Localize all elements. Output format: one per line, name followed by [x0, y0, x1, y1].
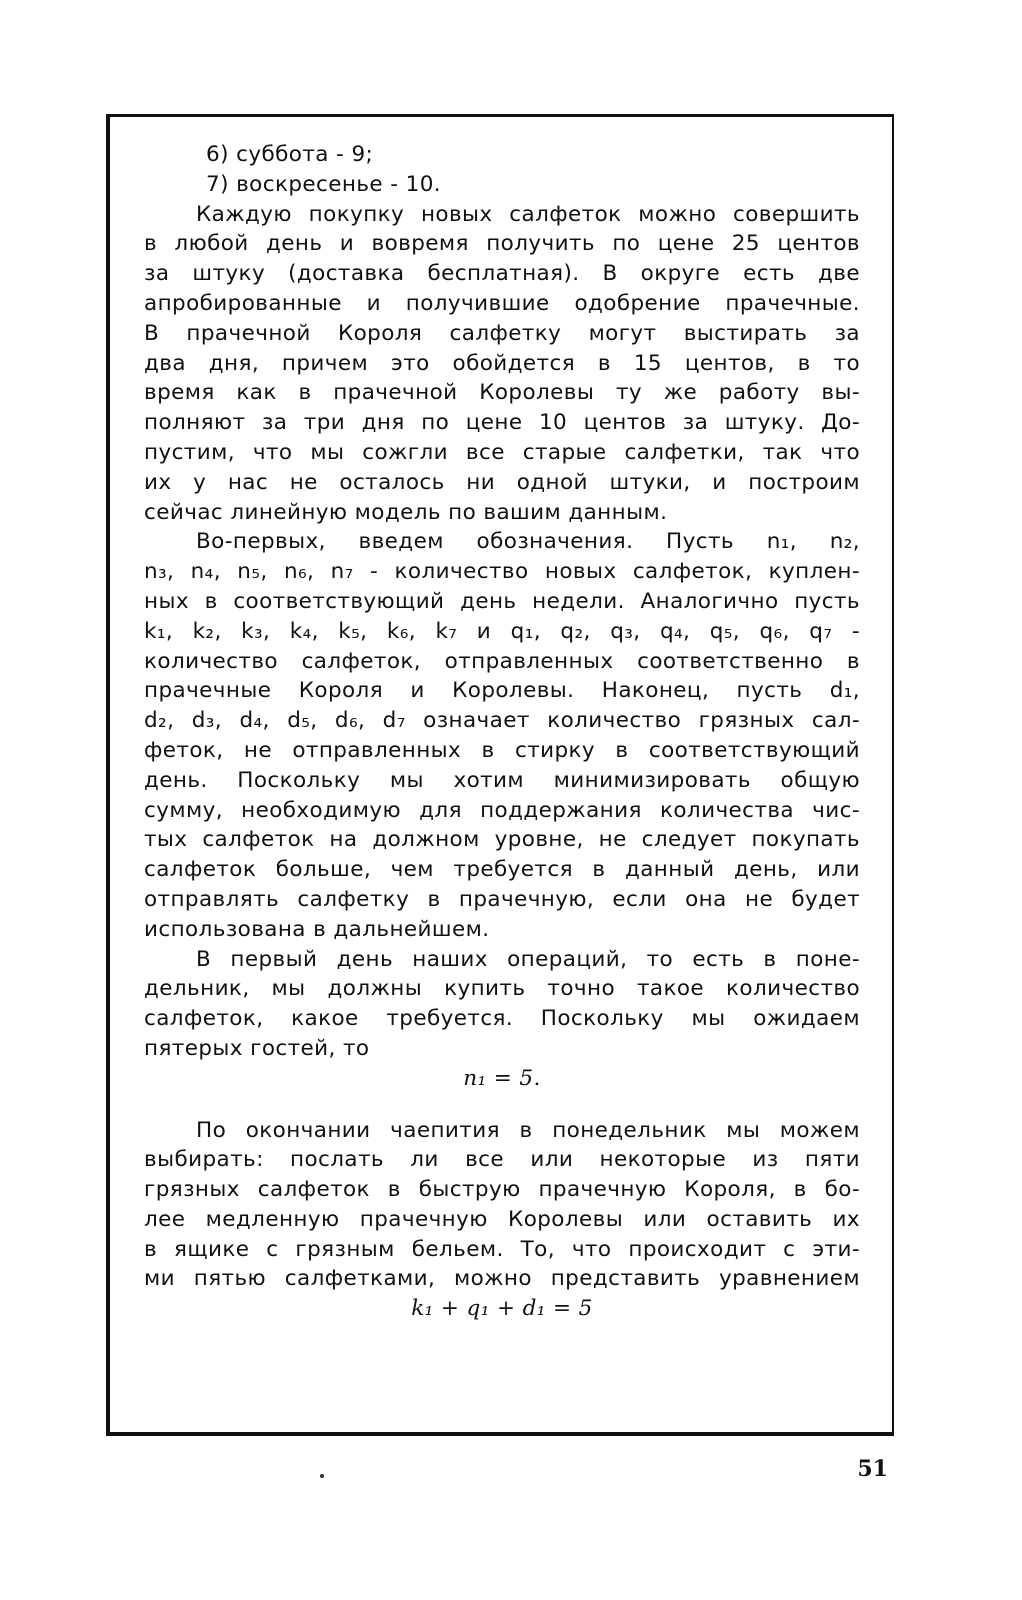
- paragraph-line: салфеток больше, чем требуется в данный день, или: [144, 857, 860, 883]
- page-body: [144, 140, 860, 1324]
- paragraph-line: полняют за три дня по цене 10 центов за штуку. До-: [144, 410, 860, 436]
- paragraph-line: в любой день и вовремя получить по цене 25 центов: [144, 231, 860, 257]
- paragraph-line: сумму, необходимую для поддержания количества чис-: [144, 797, 860, 823]
- paragraph-line: пятерых гостей, то: [144, 1035, 370, 1061]
- paragraph-line: прачечные Короля и Королевы. Наконец, пусть d₁,: [144, 678, 860, 704]
- paragraph-line: дельник, мы должны купить точно такое количество: [144, 976, 860, 1002]
- paragraph-line: Во-первых, введем обозначения. Пусть n₁, n₂,: [196, 529, 860, 555]
- paragraph-line: n₃, n₄, n₅, n₆, n₇ - количество новых салфеток, куплен-: [144, 559, 860, 585]
- page-number: 51: [857, 1456, 888, 1482]
- paragraph-line: отправлять салфетку в прачечную, если она не будет: [144, 886, 860, 912]
- paragraph-line: день. Поскольку мы хотим минимизировать общую: [144, 767, 860, 793]
- paragraph-line: пустим, что мы сожгли все старые салфетки, так что: [144, 439, 860, 465]
- paragraph-line: d₂, d₃, d₄, d₅, d₆, d₇ означает количество грязных сал-: [144, 708, 860, 734]
- paragraph-line: два дня, причем это обойдется в 15 центов, в то: [144, 350, 860, 376]
- paragraph-line: количество салфеток, отправленных соответственно в: [144, 648, 860, 674]
- paragraph-4: [144, 1116, 860, 1295]
- paragraph-line: феток, не отправленных в стирку в соответствующий: [144, 737, 860, 763]
- paragraph-line: Каждую покупку новых салфеток можно совершить: [196, 201, 860, 227]
- paragraph-line: апробированные и получившие одобрение прачечные.: [144, 290, 860, 316]
- paragraph-line: за штуку (доставка бесплатная). В округе есть две: [144, 261, 860, 287]
- list-item-sunday: 7) воскресенье - 10.: [206, 171, 442, 197]
- paragraph-line: выбирать: послать ли все или некоторые из пяти: [144, 1147, 860, 1173]
- paragraph-line: ми пятью салфетками, можно представить уравнением: [144, 1266, 860, 1292]
- paragraph-line: их у нас не осталось ни одной штуки, и построим: [144, 469, 860, 495]
- paragraph-line: ных в соответствующий день недели. Аналогично пусть: [144, 588, 860, 614]
- paragraph-line: в ящике с грязным бельем. То, что происходит с эти-: [144, 1236, 860, 1262]
- paragraph-line: k₁, k₂, k₃, k₄, k₅, k₆, k₇ и q₁, q₂, q₃, q₄, q₅, q₆, q₇ -: [144, 618, 860, 644]
- spacer: [144, 1094, 860, 1116]
- formula-k1-q1-d1: k₁ + q₁ + d₁ = 5: [411, 1296, 593, 1322]
- paragraph-line: время как в прачечной Королевы ту же работу вы-: [144, 380, 860, 406]
- paragraph-line: В первый день наших операций, то есть в поне-: [196, 946, 860, 972]
- formula-n1: n₁ = 5.: [463, 1065, 541, 1091]
- list-item-saturday: 6) суббота - 9;: [206, 142, 374, 167]
- paragraph-line: тых салфеток на должном уровне, не следует покупать: [144, 827, 860, 853]
- paragraph-1: [144, 200, 860, 528]
- paragraph-2: [144, 527, 860, 944]
- paragraph-line: сейчас линейную модель по вашим данным.: [144, 499, 668, 525]
- paragraph-line: В прачечной Короля салфетку могут выстирать за: [144, 320, 860, 346]
- paragraph-line: По окончании чаепития в понедельник мы можем: [196, 1117, 860, 1143]
- paragraph-line: использована в дальнейшем.: [144, 916, 490, 942]
- print-speck: [320, 1474, 324, 1478]
- paragraph-3: [144, 945, 860, 1064]
- paragraph-line: грязных салфеток в быструю прачечную Короля, в бо-: [144, 1177, 860, 1203]
- paragraph-line: салфеток, какое требуется. Поскольку мы ожидаем: [144, 1006, 860, 1032]
- paragraph-line: лее медленную прачечную Королевы или оставить их: [144, 1206, 860, 1232]
